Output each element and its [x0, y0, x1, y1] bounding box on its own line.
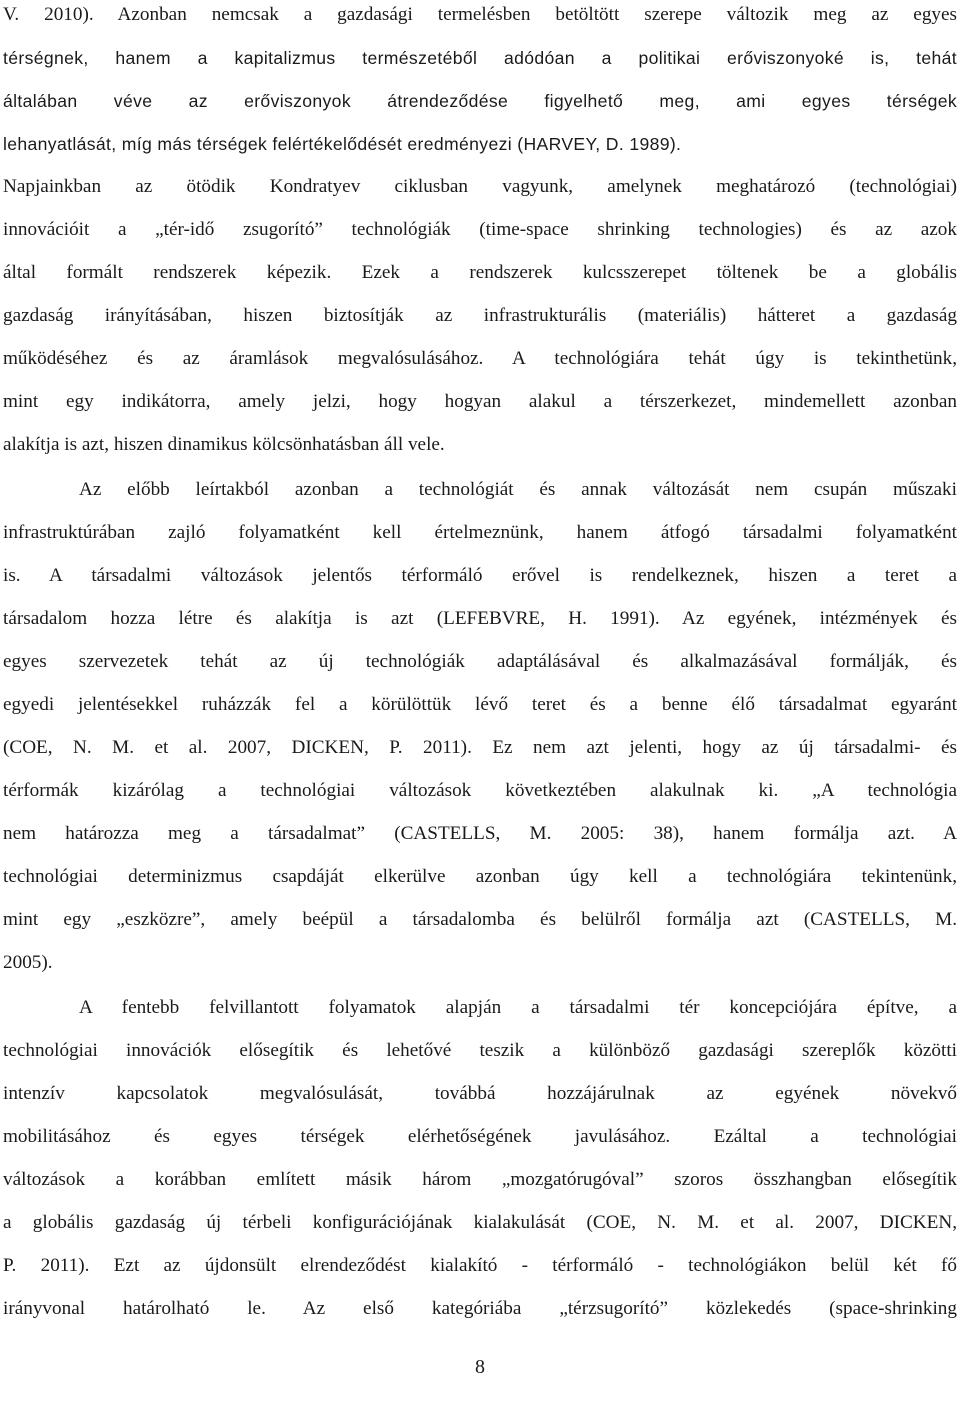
text-line: változások a korábban említett másik három „mozgatórugóval” szoros összhangban elősegítik: [3, 1169, 957, 1190]
text-line: is. A társadalmi változások jelentős térformáló erővel is rendelkeznek, hiszen a teret a: [3, 565, 957, 586]
text-line: mint egy „eszközre”, amely beépül a társadalomba és belülről formálja azt (CASTELLS, M.: [3, 909, 957, 930]
text-line: nem határozza meg a társadalmat” (CASTELLS, M. 2005: 38), hanem formálja azt. A: [3, 823, 957, 844]
text-line: alakítja is azt, hiszen dinamikus kölcsönhatásban áll vele.: [3, 434, 445, 455]
text-line: infrastruktúrában zajló folyamatként kell értelmeznünk, hanem átfogó társadalmi folyamatként: [3, 522, 957, 543]
text-line: mobilitásához és egyes térségek elérhetőségének javulásához. Ezáltal a technológiai: [3, 1126, 957, 1147]
text-line: A fentebb felvillantott folyamatok alapján a társadalmi tér koncepciójára építve, a: [79, 997, 957, 1018]
text-line: gazdaság irányításában, hiszen biztosítják az infrastrukturális (materiális) hátteret a gazdaság: [3, 305, 957, 326]
text-line: intenzív kapcsolatok megvalósulását, továbbá hozzájárulnak az egyének növekvő: [3, 1083, 957, 1104]
text-line: lehanyatlását, míg más térségek felértékelődését eredményezi (HARVEY, D. 1989).: [3, 134, 682, 154]
text-line: 2005).: [3, 952, 53, 973]
text-line: térformák kizárólag a technológiai változások következtében alakulnak ki. „A technológia: [3, 780, 957, 801]
text-line: általában véve az erőviszonyok átrendeződése figyelhető meg, ami egyes térségek: [3, 91, 957, 111]
text-line: által formált rendszerek képezik. Ezek a rendszerek kulcsszerepet töltenek be a globális: [3, 262, 957, 283]
text-line: V. 2010). Azonban nemcsak a gazdasági termelésben betöltött szerepe változik meg az egyes: [3, 4, 957, 25]
text-line: irányvonal határolható le. Az első kategóriába „térzsugorító” közlekedés (space-shrinking: [3, 1298, 957, 1319]
text-line: a globális gazdaság új térbeli konfigurációjának kialakulását (COE, N. M. et al. 2007, DICKEN,: [3, 1212, 957, 1233]
text-line: technológiai determinizmus csapdáját elkerülve azonban úgy kell a technológiára tekintenünk,: [3, 866, 957, 887]
text-line: technológiai innovációk elősegítik és lehetővé teszik a különböző gazdasági szereplők közötti: [3, 1040, 957, 1061]
text-line: (COE, N. M. et al. 2007, DICKEN, P. 2011). Ez nem azt jelenti, hogy az új társadalmi- és: [3, 737, 957, 758]
text-line: Napjainkban az ötödik Kondratyev ciklusban vagyunk, amelynek meghatározó (technológiai): [3, 176, 957, 197]
text-line: innovációit a „tér-idő zsugorító” technológiák (time-space shrinking technologies) és az azok: [3, 219, 957, 240]
text-line: társadalom hozza létre és alakítja is azt (LEFEBVRE, H. 1991). Az egyének, intézmények és: [3, 608, 957, 629]
text-line: működéséhez és az áramlások megvalósulásához. A technológiára tehát úgy is tekinthetünk,: [3, 348, 957, 369]
text-line: térségnek, hanem a kapitalizmus természetéből adódóan a politikai erőviszonyoké is, tehát: [3, 48, 957, 68]
text-line: mint egy indikátorra, amely jelzi, hogy hogyan alakul a térszerkezet, mindemellett azonban: [3, 391, 957, 412]
text-line: egyedi jelentésekkel ruházzák fel a körülöttük lévő teret és a benne élő társadalmat egyaránt: [3, 694, 957, 715]
text-line: Az előbb leírtakból azonban a technológiát és annak változását nem csupán műszaki: [79, 479, 957, 500]
text-line: P. 2011). Ezt az újdonsült elrendeződést kialakító - térformáló - technológiákon belül két fő: [3, 1255, 957, 1276]
text-line: egyes szervezetek tehát az új technológiák adaptálásával és alkalmazásával formálják, és: [3, 651, 957, 672]
page-number: 8: [475, 1356, 485, 1378]
